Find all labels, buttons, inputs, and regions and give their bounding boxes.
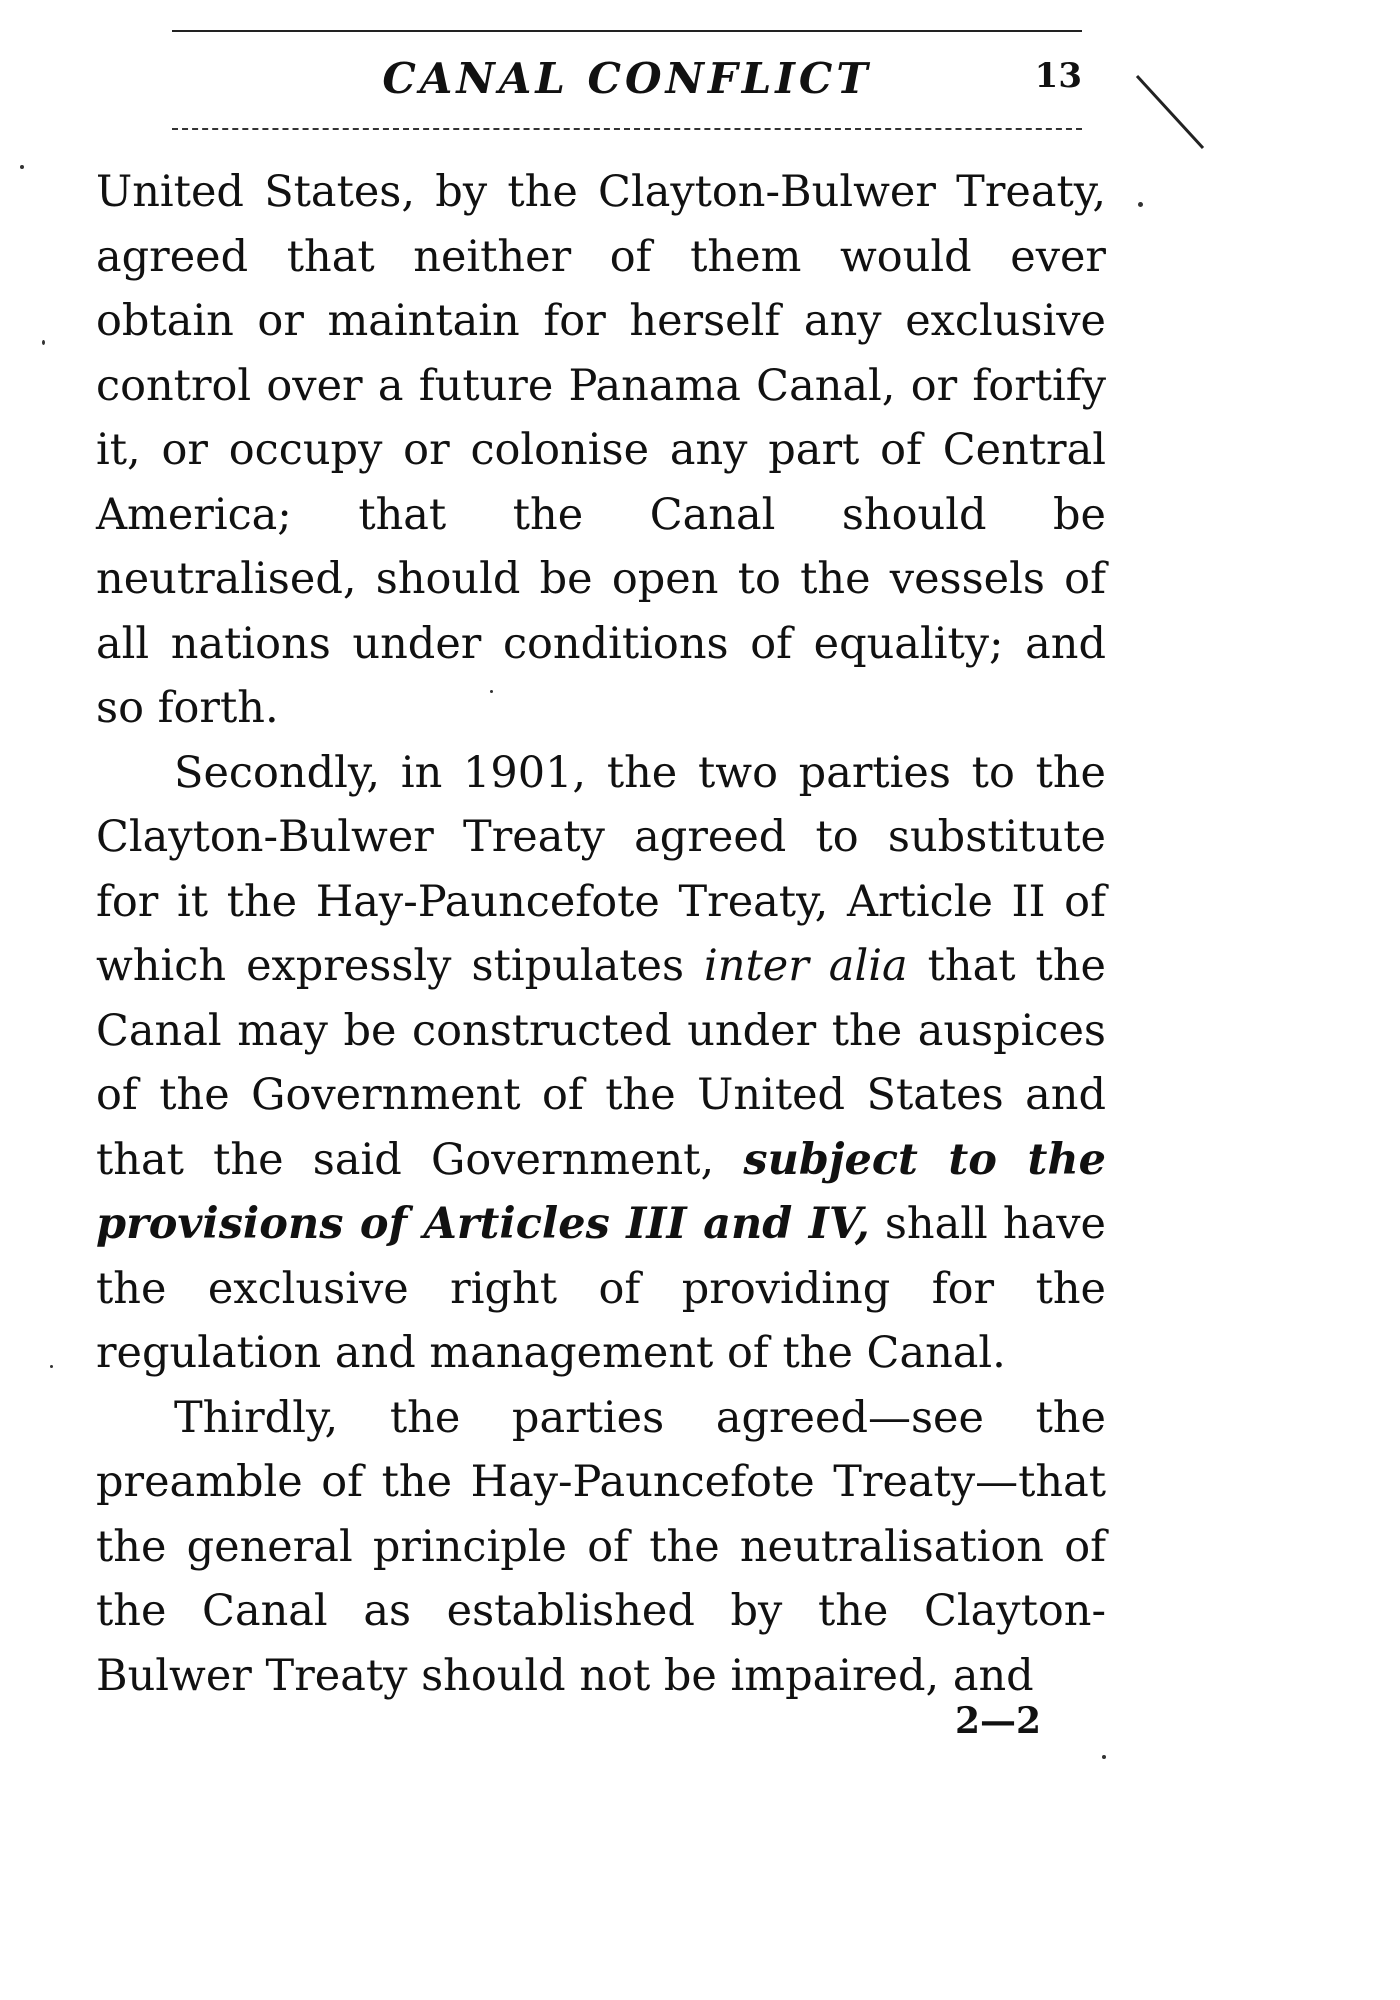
print-speck bbox=[490, 690, 493, 693]
paragraph-2-part-a: Secondly, in 1901, the two parties to the Clayton-Bulwer Treaty agreed to substitute for it the Hay-Pauncefote Treaty, Article II of which expressly stipulates bbox=[96, 747, 1106, 991]
paragraph-1: United States, by the Clayton-Bulwer Treaty, agreed that neither of them would ever obtain or maintain for herself any exclusive control over a future Panama Canal, or fortify it, or occupy or colonise any part of Central America; that the Canal should be neutralised, should be open to the vessels of all nations under conditions of equality; and so forth. bbox=[96, 167, 1106, 733]
running-title: CANAL CONFLICT bbox=[382, 54, 872, 103]
body-text bbox=[96, 160, 1106, 1708]
print-speck bbox=[42, 340, 45, 345]
paragraph-2-part-b: that the Canal may be constructed under the auspices of the Government of the United States and that the said Government, bbox=[96, 941, 1106, 1185]
paragraph-3: Thirdly, the parties agreed—see the preamble of the Hay-Pauncefote Treaty—that the general principle of the neutralisation of the Canal as established by the Clayton-Bulwer Treaty should not be impaired, and bbox=[96, 1392, 1106, 1701]
pen-stroke-mark bbox=[1135, 72, 1207, 152]
page-header bbox=[172, 54, 1082, 104]
paragraph-2-part-c: shall have the exclusive right of providing for the regulation and management of the Canal. bbox=[96, 1199, 1107, 1378]
page-number: 13 bbox=[1034, 56, 1082, 96]
header-bottom-rule bbox=[172, 128, 1082, 130]
header-top-rule bbox=[172, 30, 1082, 32]
italic-phrase: inter alia bbox=[704, 941, 908, 991]
print-speck bbox=[20, 165, 24, 169]
emphasis-phrase: subject to the provisions of Articles III and IV, bbox=[96, 1134, 1106, 1249]
print-speck bbox=[1102, 1755, 1106, 1759]
print-speck bbox=[50, 1365, 53, 1368]
signature-mark: 2—2 bbox=[955, 1700, 1042, 1742]
print-speck bbox=[1138, 202, 1143, 207]
paragraph-2 bbox=[96, 741, 1106, 1386]
